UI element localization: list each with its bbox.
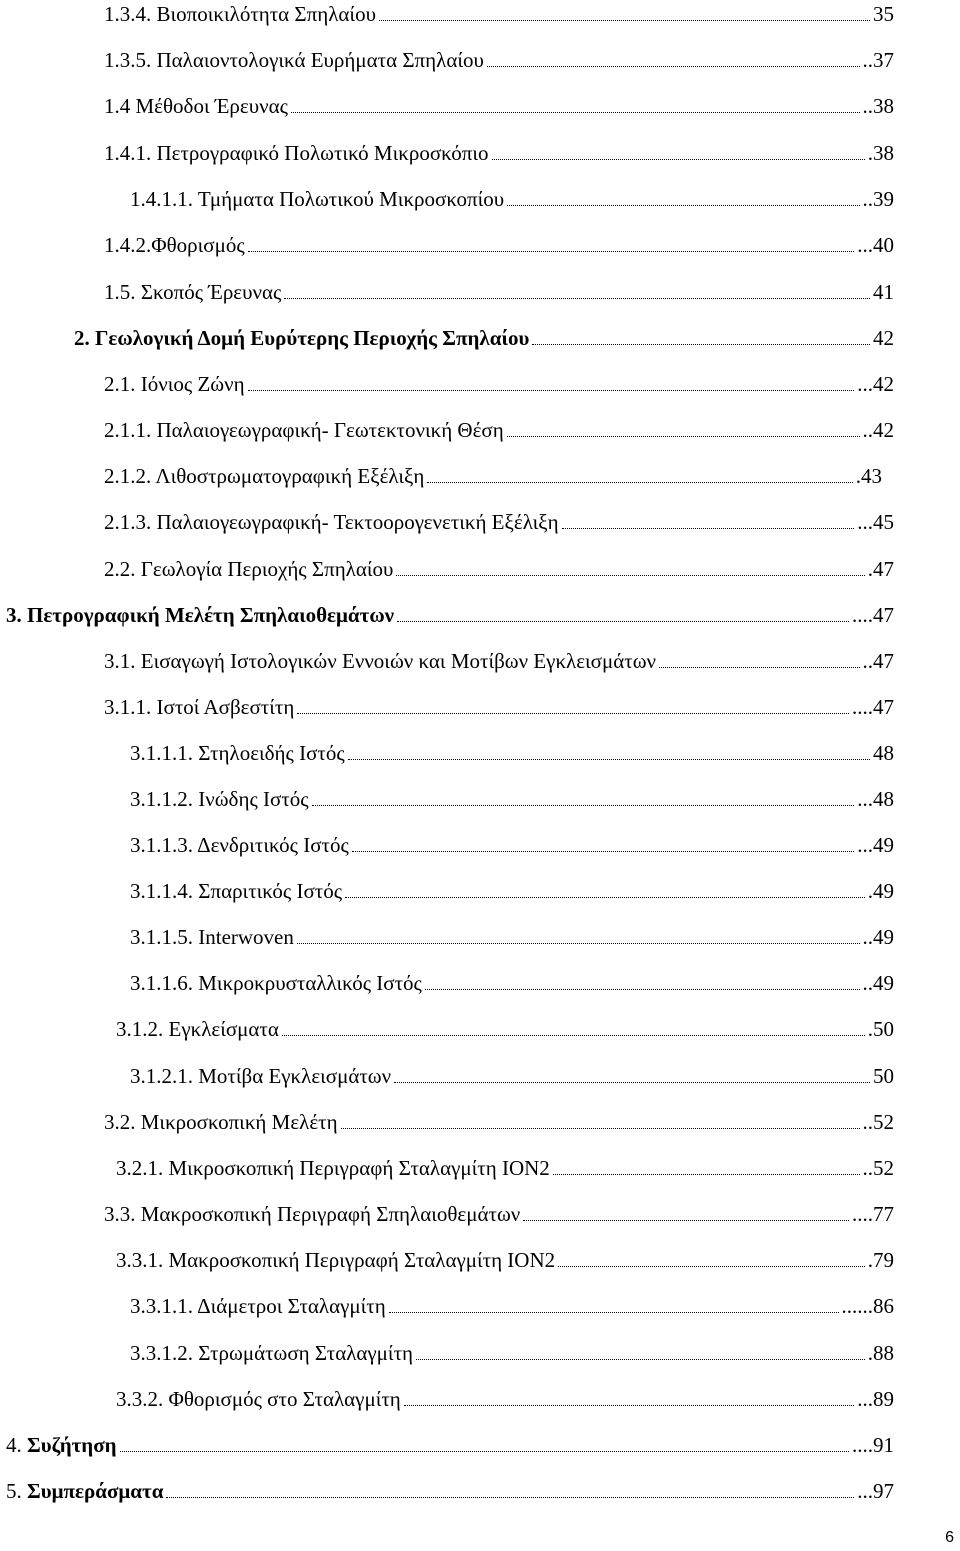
toc-label-title: Συζήτηση (27, 1433, 117, 1457)
toc-entry-3-3-2[interactable] (116, 1385, 894, 1413)
dot-leader (396, 575, 864, 576)
dot-leader (166, 1497, 854, 1498)
dot-leader (507, 205, 859, 206)
toc-label: 2.1.3. Παλαιογεωγραφική- Τεκτοορογενετική Εξέλιξη (104, 510, 559, 534)
toc-label: 3.1.1.1. Στηλοειδής Ιστός (130, 741, 345, 765)
dot-leader (562, 528, 855, 529)
dot-leader (492, 159, 865, 160)
toc-label: 3.1.1.2. Ινώδης Ιστός (130, 787, 309, 811)
toc-page: .88 (867, 1341, 894, 1365)
toc-page: ..38 (862, 94, 894, 118)
dot-leader (120, 1451, 849, 1452)
toc-label: 2.1.1. Παλαιογεωγραφική- Γεωτεκτονική Θέση (104, 418, 504, 442)
toc-entry-3-1-1-2[interactable] (130, 785, 894, 813)
toc-entry-1-3-5[interactable] (104, 46, 894, 74)
toc-label: 3.3. Μακροσκοπική Περιγραφή Σπηλαιοθεμάτων (104, 1202, 521, 1226)
toc-entry-3-1-2[interactable] (116, 1015, 894, 1043)
toc-label-title: Συμπεράσματα (27, 1479, 164, 1503)
toc-label: 1.4.1. Πετρογραφικό Πολωτικό Μικροσκόπιο (104, 141, 489, 165)
toc-entry-3-1-2-1[interactable] (130, 1062, 894, 1090)
toc-entry-2-1-1[interactable] (104, 416, 894, 444)
toc-label (6, 1477, 163, 1505)
dot-leader (248, 251, 855, 252)
toc-label: 3.3.1.2. Στρωμάτωση Σταλαγμίτη (130, 1341, 413, 1365)
toc-entry-1-3-4[interactable] (104, 0, 894, 28)
toc-page: ..49 (862, 925, 894, 949)
dot-leader (553, 1174, 860, 1175)
toc-entry-3-3-1-1[interactable] (130, 1292, 894, 1320)
toc-label: 3.3.2. Φθορισμός στο Σταλαγμίτη (116, 1387, 401, 1411)
toc-page: ....91 (852, 1433, 894, 1457)
toc-page: ....77 (852, 1202, 894, 1226)
toc-label: 2.2. Γεωλογία Περιοχής Σπηλαίου (104, 557, 394, 581)
dot-leader (425, 989, 860, 990)
dot-leader (291, 112, 860, 113)
toc-entry-3-1-1-3[interactable] (130, 831, 894, 859)
toc-page: ..52 (862, 1156, 894, 1180)
toc-page: ...89 (857, 1387, 894, 1411)
toc-entry-3[interactable] (6, 601, 894, 629)
toc-entry-2-1[interactable] (104, 370, 894, 398)
toc-entry-3-3-1-2[interactable] (130, 1339, 894, 1367)
toc-page: ....47 (852, 695, 894, 719)
toc-page: 41 (873, 280, 894, 304)
dot-leader (379, 20, 870, 21)
dot-leader (507, 436, 860, 437)
toc-label: 2.1. Ιόνιος Ζώνη (104, 372, 245, 396)
dot-leader (341, 1128, 860, 1129)
toc-label: 3.1.2.1. Μοτίβα Εγκλεισμάτων (130, 1064, 392, 1088)
toc-entry-3-2[interactable] (104, 1108, 894, 1136)
toc-entry-5[interactable] (6, 1477, 894, 1505)
toc-entry-1-4[interactable] (104, 92, 894, 120)
toc-page: ...45 (857, 510, 894, 534)
toc-entry-3-2-1[interactable] (116, 1154, 894, 1182)
dot-leader (312, 805, 855, 806)
toc-entry-2-2[interactable] (104, 555, 894, 583)
dot-leader (558, 1266, 865, 1267)
toc-label: 3.3.1. Μακροσκοπική Περιγραφή Σταλαγμίτη ΙΟΝ2 (116, 1248, 556, 1272)
dot-leader (659, 667, 859, 668)
toc-entry-4[interactable] (6, 1431, 894, 1459)
toc-label: 3.3.1.1. Διάμετροι Σταλαγμίτη (130, 1294, 386, 1318)
footer-page-number: 6 (945, 1529, 954, 1546)
dot-leader (297, 713, 849, 714)
dot-leader (348, 759, 870, 760)
toc-page: ...40 (857, 233, 894, 257)
toc-label: 1.4.1.1. Τμήματα Πολωτικού Μικροσκοπίου (130, 187, 505, 211)
toc-label: 3.1. Εισαγωγή Ιστολογικών Εννοιών και Μοτίβων Εγκλεισμάτων (104, 649, 657, 673)
toc-page: 42 (873, 326, 894, 350)
toc-entry-3-1-1[interactable] (104, 693, 894, 721)
toc-page: ...48 (857, 787, 894, 811)
dot-leader (487, 66, 860, 67)
toc-entry-3-1[interactable] (104, 647, 894, 675)
toc-entry-1-5[interactable] (104, 278, 894, 306)
toc-label-number: 4. (6, 1433, 27, 1457)
dot-leader (389, 1312, 839, 1313)
toc-label (6, 1431, 117, 1459)
toc-page: ......86 (841, 1294, 894, 1318)
toc-page: ..47 (862, 649, 894, 673)
toc-page: 48 (873, 741, 894, 765)
toc-page: ..49 (862, 971, 894, 995)
toc-page: .38 (867, 141, 894, 165)
toc-page: .49 (867, 879, 894, 903)
dot-leader (394, 1082, 870, 1083)
toc-label: 3.1.1.3. Δενδριτικός Ιστός (130, 833, 349, 857)
toc-page: 35 (873, 2, 894, 26)
toc-entry-2-1-3[interactable] (104, 508, 894, 536)
toc-label: 3.2. Μικροσκοπική Μελέτη (104, 1110, 338, 1134)
toc-label: 3.2.1. Μικροσκοπική Περιγραφή Σταλαγμίτη ΙΟΝ2 (116, 1156, 550, 1180)
toc-page: ....47 (852, 603, 894, 627)
toc-page: ..39 (862, 187, 894, 211)
dot-leader (352, 851, 854, 852)
dot-leader (404, 1405, 854, 1406)
dot-leader (297, 943, 860, 944)
toc-label-number: 5. (6, 1479, 27, 1503)
toc-page: .47 (867, 557, 894, 581)
toc-entry-1-4-2[interactable] (104, 231, 894, 259)
toc-entry-2[interactable] (74, 324, 894, 352)
dot-leader (345, 897, 865, 898)
toc-label: 1.5. Σκοπός Έρευνας (104, 280, 282, 304)
toc-entry-3-1-1-4[interactable] (130, 877, 894, 905)
toc-label: 3.1.1.6. Μικροκρυσταλλικός Ιστός (130, 971, 422, 995)
toc-entry-2-1-2[interactable] (104, 462, 882, 490)
toc-page: .43 (855, 464, 882, 488)
toc-page: ..52 (862, 1110, 894, 1134)
toc-entry-3-1-1-1[interactable] (130, 739, 894, 767)
dot-leader (284, 298, 870, 299)
toc-label: 3.1.1. Ιστοί Ασβεστίτη (104, 695, 295, 719)
toc-label: 1.4 Μέθοδοι Έρευνας (104, 94, 288, 118)
toc-page: .50 (867, 1017, 894, 1041)
toc-page: ...49 (857, 833, 894, 857)
toc-label: 1.3.4. Βιοποικιλότητα Σπηλαίου (104, 2, 376, 26)
dot-leader (523, 1220, 849, 1221)
toc-page: ..42 (862, 418, 894, 442)
toc-page: ..37 (862, 48, 894, 72)
toc-page: ...42 (857, 372, 894, 396)
toc-label: 2. Γεωλογική Δομή Ευρύτερης Περιοχής Σπηλαίου (74, 326, 530, 350)
dot-leader (397, 621, 849, 622)
dot-leader (427, 482, 852, 483)
toc-page: ...97 (857, 1479, 894, 1503)
toc-label: 2.1.2. Λιθοστρωματογραφική Εξέλιξη (104, 464, 425, 488)
toc-page: 50 (873, 1064, 894, 1088)
toc-entry-3-1-1-5[interactable] (130, 923, 894, 951)
toc-label: 3. Πετρογραφική Μελέτη Σπηλαιοθεμάτων (6, 603, 395, 627)
toc-label: 3.1.1.4. Σπαριτικός Ιστός (130, 879, 343, 903)
toc-entry-3-3-1[interactable] (116, 1246, 894, 1274)
dot-leader (532, 344, 870, 345)
dot-leader (248, 390, 855, 391)
dot-leader (282, 1035, 865, 1036)
toc-entry-1-4-1[interactable] (104, 139, 894, 167)
toc-entry-1-4-1-1[interactable] (130, 185, 894, 213)
toc-label: 1.4.2.Φθορισμός (104, 233, 245, 257)
toc-label: 3.1.2. Εγκλείσματα (116, 1017, 279, 1041)
toc-label: 1.3.5. Παλαιοντολογικά Ευρήματα Σπηλαίου (104, 48, 484, 72)
toc-entry-3-3[interactable] (104, 1200, 894, 1228)
toc-page: .79 (867, 1248, 894, 1272)
toc-label: 3.1.1.5. Interwoven (130, 925, 294, 949)
toc-entry-3-1-1-6[interactable] (130, 969, 894, 997)
dot-leader (416, 1359, 865, 1360)
